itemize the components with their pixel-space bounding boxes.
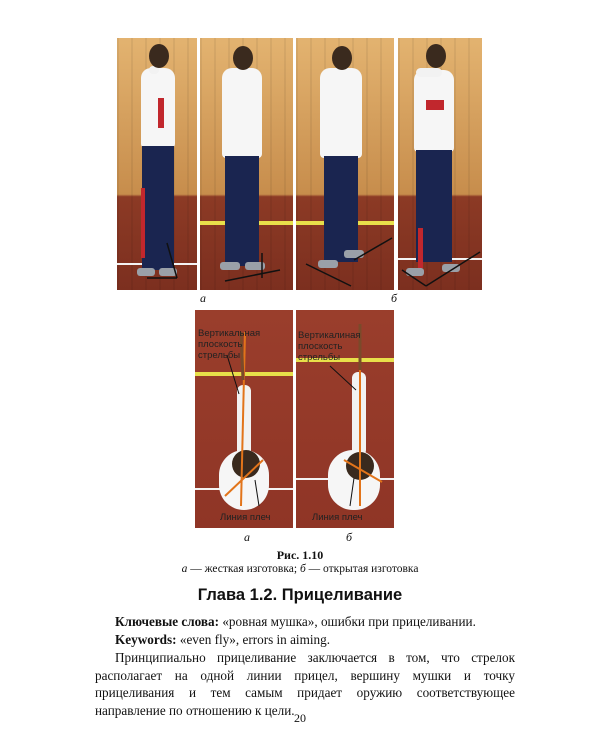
chapter-title: Глава 1.2. Прицеливание	[197, 586, 403, 604]
plane-label-right: Вертикалиная плоскость стрельбы	[298, 330, 361, 363]
bottom-label-b: б	[346, 530, 353, 544]
keywords-en	[115, 631, 535, 649]
caption-text-a: — жесткая изготовка;	[187, 563, 300, 575]
caption-letter-b: б	[299, 563, 306, 575]
keywords-en-label: Keywords:	[115, 632, 177, 647]
shoulder-label-left: Линия плеч	[220, 512, 271, 523]
plane-label-left: Вертикальная плоскость стрельбы	[198, 328, 261, 361]
top-label-a: а	[200, 291, 206, 305]
body-paragraph: Принципиально прицеливание заключается в том, что стрелок располагает на одной линии прицел, вершину мушки и точку прицеливания и тем самым придает оружию соответствующее направление по отношению к цели.	[95, 650, 515, 718]
caption-letter-a: а	[181, 563, 188, 575]
top-label-b: б	[391, 291, 398, 305]
figure-caption-text	[0, 563, 600, 575]
shoulder-label-right: Линия плеч	[312, 512, 363, 523]
page-number: 20	[294, 711, 306, 725]
bottom-label-a: а	[244, 530, 250, 544]
keywords-ru-text: «ровная мушка», ошибки при прицеливании.	[219, 614, 476, 629]
figure-caption-title: Рис. 1.10	[276, 548, 324, 562]
photo-front-open	[398, 38, 482, 290]
keywords-en-text: «even fly», errors in aiming.	[176, 632, 330, 647]
photo-back-open	[296, 38, 394, 290]
keywords-ru	[115, 613, 535, 631]
keywords-ru-label: Ключевые слова:	[115, 614, 220, 629]
photo-front-rigid	[117, 38, 197, 290]
photo-back-rigid	[200, 38, 293, 290]
caption-text-b: — открытая изготовка	[305, 563, 419, 575]
